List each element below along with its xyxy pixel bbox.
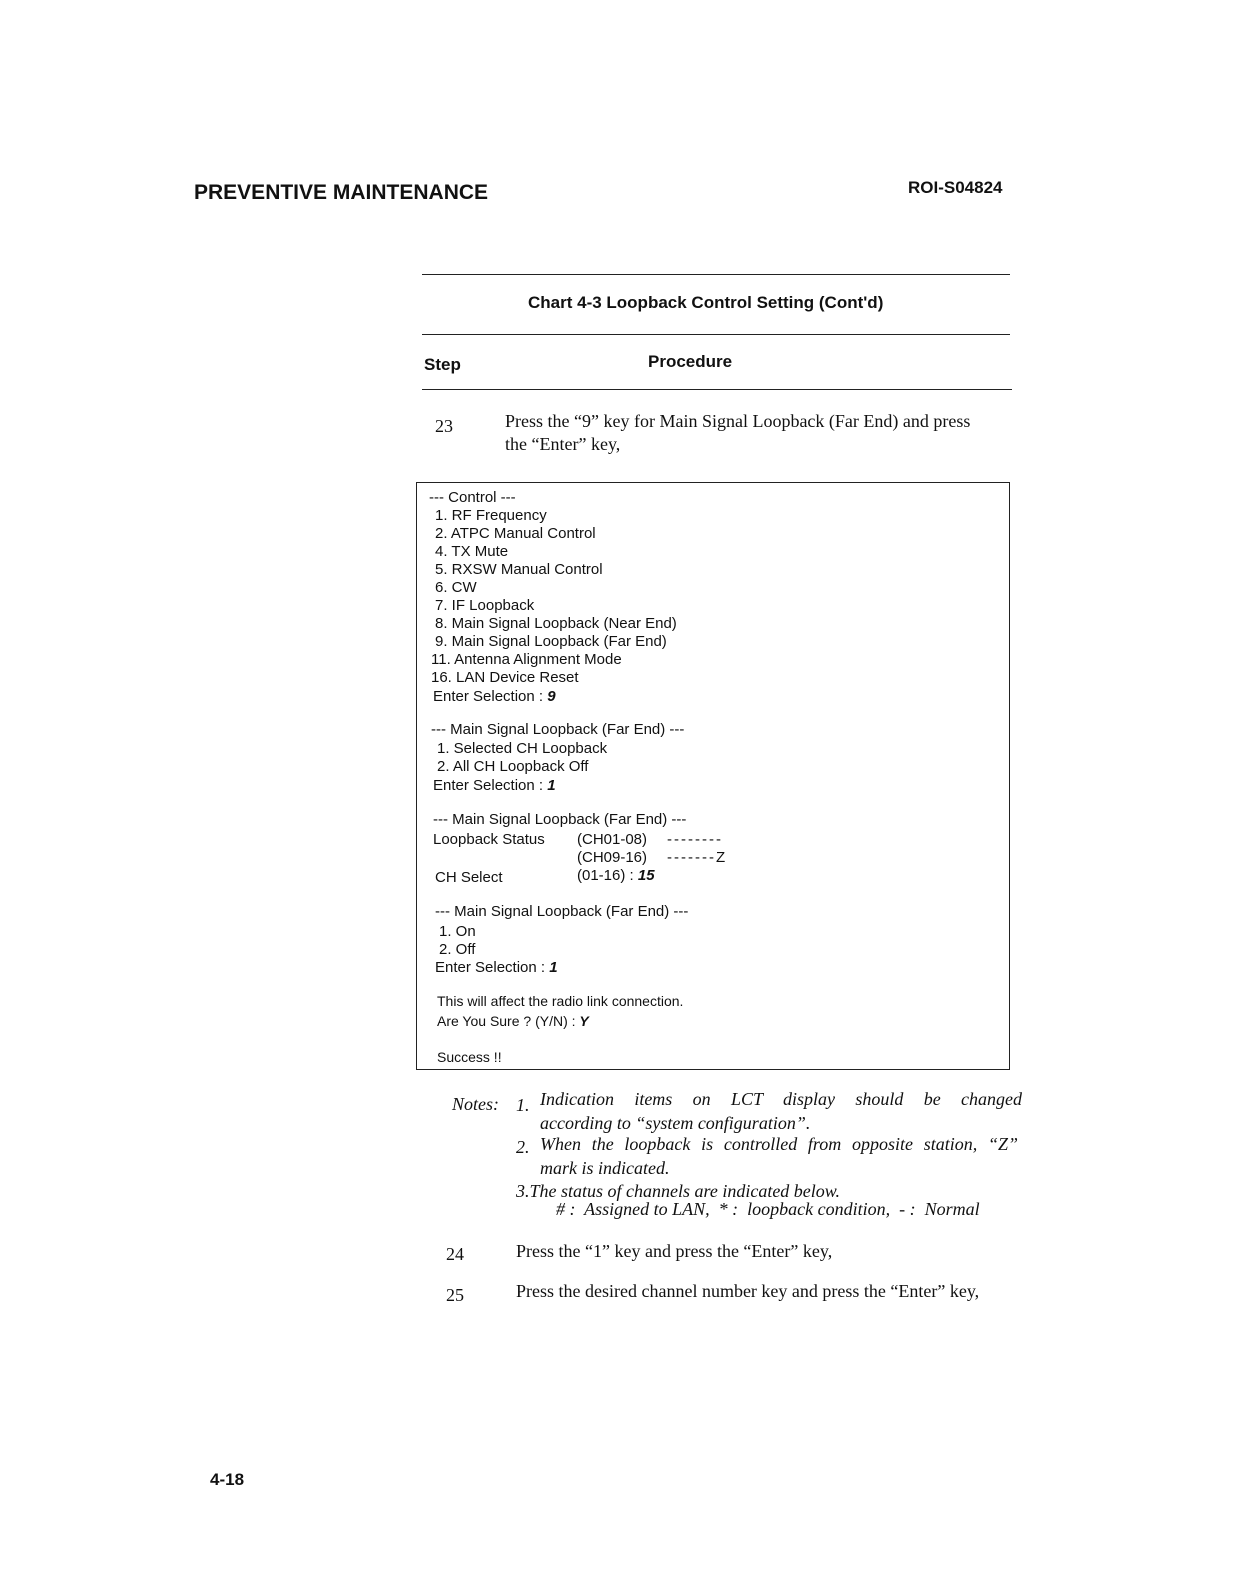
note-text: mark is indicated.: [540, 1158, 670, 1178]
menu-item: 4. TX Mute: [435, 543, 509, 560]
enter-selection-label: Enter Selection :: [435, 959, 550, 976]
enter-selection-label: Enter Selection :: [433, 688, 548, 705]
channel-range-label: (CH01-08): [577, 831, 648, 848]
note-text: according to “system configuration”.: [540, 1113, 811, 1133]
document-code: ROI-S04824: [908, 178, 1003, 197]
step-text: [505, 410, 970, 456]
step-text-line: Press the “9” key for Main Signal Loopback (Far End) and press: [505, 411, 971, 431]
note-number: 2.: [516, 1137, 530, 1157]
channel-status-value: --------: [667, 831, 723, 848]
divider: [422, 389, 1012, 390]
note-text: Indication items on LCT display should be changed: [540, 1089, 1022, 1109]
ch-select-label: CH Select: [435, 869, 503, 886]
column-header-procedure: Procedure: [648, 352, 733, 371]
selection-value: 9: [547, 688, 556, 705]
menu-item: 9. Main Signal Loopback (Far End): [435, 633, 667, 650]
menu-item: 8. Main Signal Loopback (Near End): [435, 615, 677, 632]
selection-value: 1: [547, 777, 556, 794]
selection-value: 1: [549, 959, 558, 976]
step-number: 25: [446, 1285, 464, 1305]
step-number: 24: [446, 1244, 464, 1264]
enter-selection: [433, 688, 556, 705]
step-text: Press the desired channel number key and press the “Enter” key,: [516, 1281, 980, 1301]
enter-selection: [435, 959, 558, 976]
note-number: 1.: [516, 1095, 530, 1115]
notes-label: Notes:: [452, 1094, 499, 1114]
menu-item: 2. Off: [439, 941, 476, 958]
confirm-label: Are You Sure ? (Y/N) :: [437, 1013, 580, 1029]
menu-item: 1. Selected CH Loopback: [437, 740, 608, 757]
note-legend: # : Assigned to LAN, * : loopback condition, - : Normal: [556, 1199, 980, 1219]
menu-item: 1. On: [439, 923, 476, 940]
divider: [422, 274, 1010, 275]
menu-item: 1. RF Frequency: [435, 507, 547, 524]
menu-item: 5. RXSW Manual Control: [435, 561, 603, 578]
step-number: 23: [435, 416, 453, 436]
section-title: PREVENTIVE MAINTENANCE: [194, 181, 489, 204]
warning-text: This will affect the radio link connection.: [437, 993, 684, 1009]
page-number: 4-18: [210, 1470, 245, 1489]
lct-terminal-screen: [416, 482, 1010, 1070]
confirm-value: Y: [579, 1013, 589, 1029]
section-title: --- Main Signal Loopback (Far End) ---: [431, 721, 685, 738]
menu-title: --- Control ---: [429, 489, 516, 506]
step-text: Press the “1” key and press the “Enter” key,: [516, 1241, 833, 1261]
ch-select-range: (01-16) :: [577, 867, 638, 884]
enter-selection-label: Enter Selection :: [433, 777, 548, 794]
menu-item: 2. ATPC Manual Control: [435, 525, 596, 542]
menu-item: 7. IF Loopback: [435, 597, 535, 614]
menu-item: 16. LAN Device Reset: [431, 669, 579, 686]
channel-status-value: -------Z: [667, 849, 728, 866]
menu-item: 11. Antenna Alignment Mode: [431, 651, 622, 668]
chart-title: Chart 4-3 Loopback Control Setting (Cont'd): [528, 293, 884, 312]
enter-selection: [433, 777, 556, 794]
ch-select-value: 15: [637, 867, 655, 884]
section-title: --- Main Signal Loopback (Far End) ---: [433, 811, 687, 828]
column-header-step: Step: [424, 355, 461, 374]
section-title: --- Main Signal Loopback (Far End) ---: [435, 903, 689, 920]
confirm-prompt: [437, 1013, 589, 1030]
menu-item: 2. All CH Loopback Off: [437, 758, 589, 775]
divider: [422, 334, 1010, 335]
loopback-status-label: Loopback Status: [433, 831, 545, 848]
menu-item: 6. CW: [435, 579, 477, 596]
result-text: Success !!: [437, 1049, 502, 1065]
channel-range-label: (CH09-16): [577, 849, 648, 866]
ch-select: [577, 867, 655, 884]
note-text: When the loopback is controlled from opposite station, “Z”: [540, 1134, 1018, 1154]
step-text-line: the “Enter” key,: [505, 434, 621, 454]
note-text: 3.The status of channels are indicated below.: [516, 1181, 840, 1201]
